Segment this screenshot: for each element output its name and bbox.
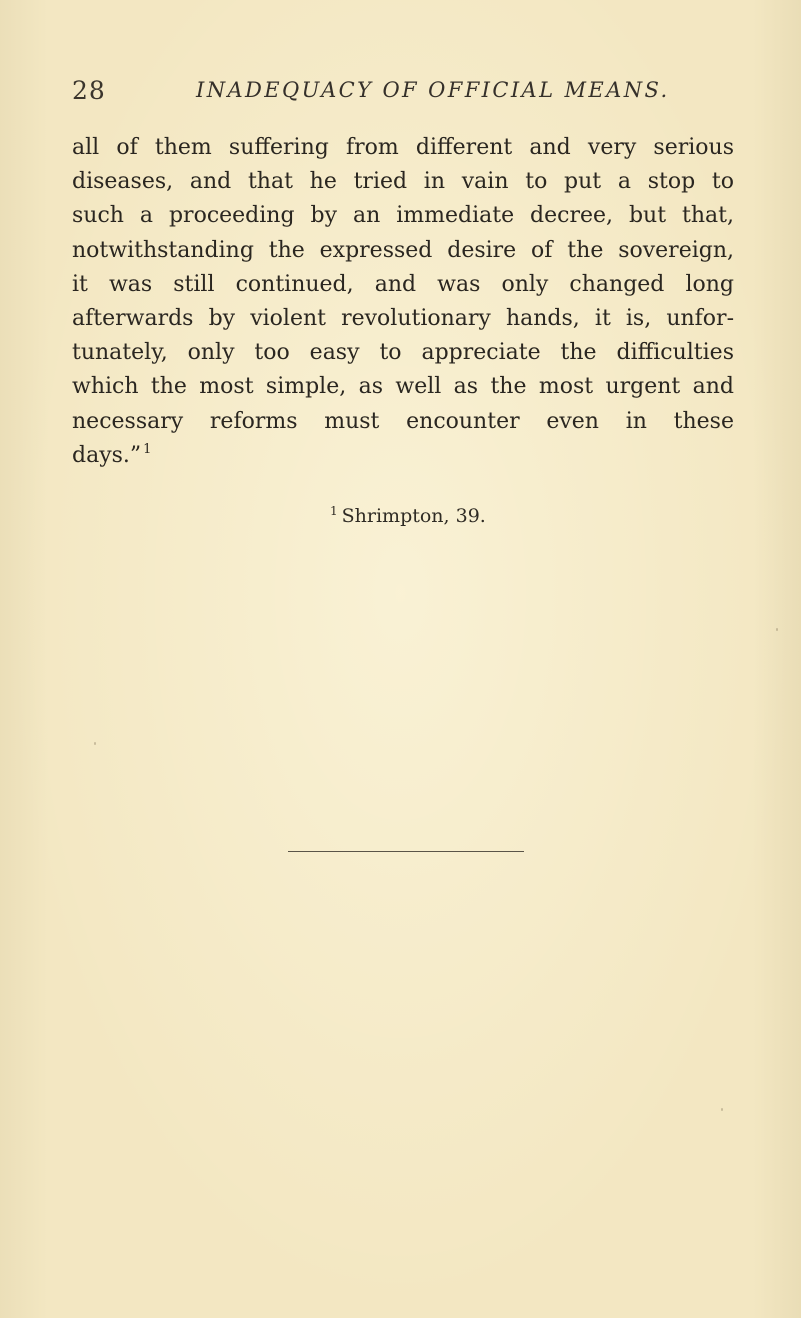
running-head: INADEQUACY OF OFFICIAL MEANS. [196,78,670,102]
text-line: tunately, only too easy to appreciate the difficulties [72,340,734,366]
text-line: such a proceeding by an immediate decree, but that, [72,203,734,229]
text-line: afterwards by violent revolutionary hands, it is, unfor- [72,305,734,331]
text-line-content: days.” [72,442,142,468]
paper-speck [776,628,778,631]
footnote-reference: 1 [143,441,152,457]
page-header [72,76,732,110]
horizontal-rule [288,851,524,852]
footnote-text: Shrimpton, 39. [341,505,486,527]
footnote-mark: 1 [330,504,338,518]
text-line: diseases, and that he tried in vain to put a stop to [72,169,734,195]
text-line: notwithstanding the expressed desire of the sovereign, [72,237,734,263]
paper-speck [94,742,96,745]
text-line: it was still continued, and was only changed long [72,271,734,297]
text-line-last [72,439,734,473]
footnote [330,505,486,527]
body-paragraph [72,131,734,473]
paper-speck [721,1108,723,1111]
text-line: which the most simple, as well as the most urgent and [72,374,734,400]
text-line: all of them suffering from different and very serious [72,135,734,160]
page-number: 28 [72,76,106,105]
text-line: necessary reforms must encounter even in these [72,408,734,434]
